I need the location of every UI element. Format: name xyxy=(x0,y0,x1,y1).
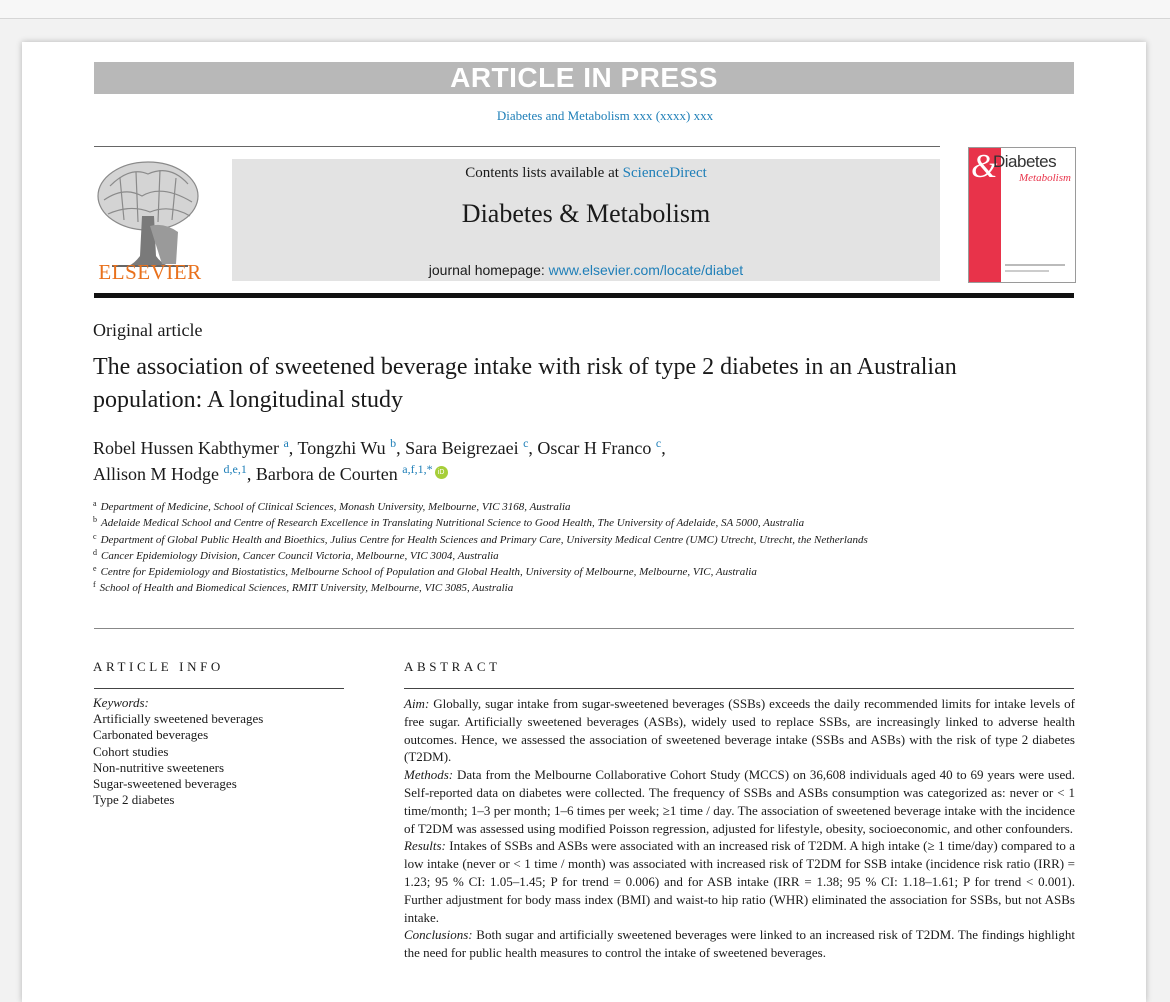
keywords-label: Keywords: xyxy=(93,695,149,710)
article-in-press-banner: ARTICLE IN PRESS xyxy=(94,62,1074,94)
affiliation-mark: a xyxy=(93,499,97,508)
cover-fineprint-2 xyxy=(1005,270,1049,272)
keyword-item: Sugar-sweetened beverages xyxy=(93,776,237,792)
article-title: The association of sweetened beverage intake with risk of type 2 diabetes in an Australian population: A longitudinal study xyxy=(93,354,957,413)
affiliation-text: Adelaide Medical School and Centre of Research Excellence in Translating Nutritional Science to Good Health, The University of Adelaide, SA 5000, Australia xyxy=(101,517,805,530)
journal-citation-link[interactable]: Diabetes and Metabolism xxx (xxxx) xxx xyxy=(496,108,714,123)
homepage-prefix: journal homepage: xyxy=(428,262,549,278)
keyword-list xyxy=(93,695,263,808)
affiliation-link[interactable]: a,f,1,* xyxy=(402,462,433,476)
keyword-item: Carbonated beverages xyxy=(93,727,209,743)
affiliation-mark: c xyxy=(93,531,97,541)
journal-info-box xyxy=(232,159,940,281)
section-label: Conclusions: xyxy=(404,927,473,943)
article-info-rule xyxy=(94,688,344,689)
affiliations-divider xyxy=(94,628,1074,629)
section-label: Results: xyxy=(404,838,446,854)
affiliation-mark: d xyxy=(93,547,97,557)
section-text: Intakes of SSBs and ASBs were associated with an increased risk of T2DM. A high intake (≥ 1 time/day) compared to a low intake (never or < 1 time / month) was associated with increased risk of T2DM for SSB intake (incidence risk ratio (IRR) = 1.23; 95 % CI: 1.05–1.45; P for trend = 0.006) and for ASB intake (IRR = 1.38; 95 % CI: 1.18–1.61; P for trend < 0.001). Further adjustment for body mass index (BMI) and waist-to hip ratio (WHR) eliminated the association for SSBs, but not ASBs intake. xyxy=(404,838,1075,925)
affiliation-link[interactable]: c xyxy=(523,436,529,450)
sciencedirect-link[interactable]: ScienceDirect xyxy=(622,165,707,181)
cover-title: Diabetes xyxy=(993,152,1057,171)
abstract-heading: ABSTRACT xyxy=(404,659,501,674)
section-text: Data from the Melbourne Collaborative Cohort Study (MCCS) on 36,608 individuals aged 40 to 69 years were used. Self-reported data on diabetes were collected. The frequency of SSBs and ASBs consumption was categorized as: never or < 1 time/month; 1–3 per month; 1–6 times per week; ≥1 time / day. The association of sweetened beverage intake with the incidence of T2DM was assessed using modified Poisson regression, adjusted for lifestyle, obesity, socioeconomic, and other confounders. xyxy=(404,767,1075,836)
author-name: Sara Beigrezaei xyxy=(405,438,519,458)
author-name: Tongzhi Wu xyxy=(297,438,386,458)
affiliation-item xyxy=(93,499,923,515)
section-text: Globally, sugar intake from sugar-sweetened beverages (SSBs) exceeds the daily recommended limits for intake levels of free sugar. Artificially sweetened beverages (ASBs), widely used to replace SSBs, are increasingly linked to adverse health outcomes. Hence, we assessed the association of sweetened beverage intake (SSBs and ASBs) with the risk of type 2 diabetes (T2DM). xyxy=(404,696,1075,765)
keyword-item: Cohort studies xyxy=(93,743,169,759)
abstract-rule xyxy=(404,688,1074,689)
abstract-methods xyxy=(404,766,1075,837)
affiliation-item xyxy=(93,548,923,564)
affiliation-text: School of Health and Biomedical Sciences, RMIT University, Melbourne, VIC 3085, Australia xyxy=(99,582,514,595)
affiliation-link[interactable]: c xyxy=(655,436,662,450)
author-separator: , xyxy=(396,438,406,458)
keyword-item: Non-nutritive sweeteners xyxy=(93,759,225,775)
keyword-item: Type 2 diabetes xyxy=(93,792,175,808)
affiliation-item xyxy=(93,564,923,580)
author-name: Oscar H Franco xyxy=(537,438,652,458)
journal-name: Diabetes & Metabolism xyxy=(461,199,711,228)
author-separator: , xyxy=(528,438,538,458)
author-separator: , xyxy=(288,438,298,458)
journal-homepage-link[interactable]: www.elsevier.com/locate/diabet xyxy=(548,262,744,278)
author-name: Robel Hussen Kabthymer xyxy=(93,438,279,458)
viewer-toolbar xyxy=(0,0,1170,19)
affiliation-mark: f xyxy=(93,580,96,590)
header-thick-rule xyxy=(94,293,1074,298)
section-text: Both sugar and artificially sweetened beverages were linked to an increased risk of T2DM. The findings highlight the need for public health measures to control the intake of sweetened beverages. xyxy=(404,927,1075,961)
affiliation-link[interactable]: d,e,1 xyxy=(223,462,247,476)
keyword-item: Artificially sweetened beverages xyxy=(93,711,264,727)
author-name: Barbora de Courten xyxy=(255,464,398,484)
elsevier-wordmark[interactable]: ELSEVIER xyxy=(98,260,202,284)
section-label: Methods: xyxy=(404,767,454,783)
homepage-line xyxy=(232,262,940,278)
affiliation-text: Centre for Epidemiology and Biostatistics, Melbourne School of Population and Global Health, University of Melbourne, Melbourne, VIC, Australia xyxy=(100,566,757,579)
affiliation-mark: b xyxy=(93,515,97,525)
section-label: Aim: xyxy=(404,696,430,711)
affiliation-link[interactable]: a xyxy=(283,436,289,450)
affiliation-item xyxy=(93,515,923,531)
pdf-page xyxy=(22,42,1146,1002)
journal-cover-thumbnail[interactable] xyxy=(968,147,1076,283)
author-separator: , xyxy=(246,464,256,484)
article-type: Original article xyxy=(93,320,203,340)
affiliation-text: Cancer Epidemiology Division, Cancer Council Victoria, Melbourne, VIC 3004, Australia xyxy=(101,549,499,562)
abstract-conclusions xyxy=(404,926,1075,962)
affiliation-item xyxy=(93,532,923,548)
affiliation-mark: e xyxy=(93,564,97,574)
cover-fineprint xyxy=(1005,264,1065,266)
affiliation-list xyxy=(93,499,923,597)
affiliation-item xyxy=(93,580,923,596)
contents-prefix: Contents lists available at xyxy=(465,165,623,181)
author-name: Allison M Hodge xyxy=(93,464,219,484)
affiliation-text: Department of Global Public Health and Bioethics, Julius Centre for Health Sciences and Primary Care, University Medical Centre (UMC) Utrecht, Utrecht, the Netherlands xyxy=(100,533,868,546)
orcid-icon[interactable]: iD xyxy=(435,466,448,479)
header-divider xyxy=(94,146,940,147)
abstract-aim xyxy=(404,695,1075,766)
affiliation-text: Department of Medicine, School of Clinical Sciences, Monash University, Melbourne, VIC 3168, Australia xyxy=(100,501,571,513)
author-separator: , xyxy=(661,438,666,458)
author-list xyxy=(93,435,1053,487)
affiliation-link[interactable]: b xyxy=(390,436,397,450)
abstract-body xyxy=(404,695,1075,962)
article-info-heading: ARTICLE INFO xyxy=(93,659,224,674)
cover-subtitle: Metabolism xyxy=(1019,172,1071,184)
abstract-results xyxy=(404,837,1075,926)
cover-ampersand: & xyxy=(971,148,998,185)
contents-line xyxy=(232,165,940,182)
